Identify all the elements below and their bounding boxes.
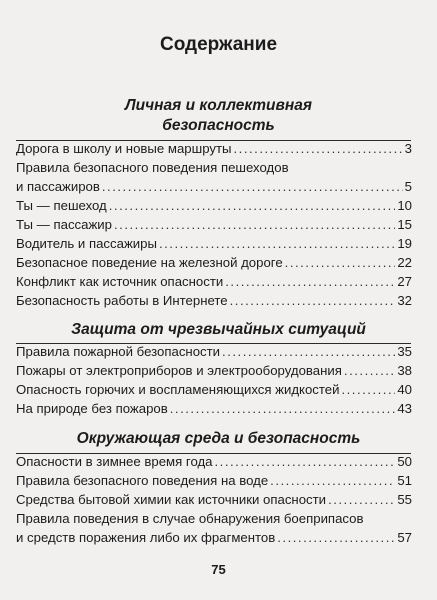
toc-entry[interactable] bbox=[16, 342, 412, 361]
toc-entry[interactable] bbox=[16, 196, 412, 215]
dot-leader bbox=[341, 380, 395, 399]
dot-leader bbox=[328, 490, 395, 509]
toc-entry-page: 43 bbox=[397, 401, 412, 416]
toc-entry-title: Водитель и пассажиры bbox=[16, 236, 157, 251]
dot-leader bbox=[159, 234, 395, 253]
toc-entry-title-cont: и средств поражения либо их фрагментов bbox=[16, 530, 276, 545]
toc-entry[interactable] bbox=[16, 528, 412, 547]
toc-entry-title: Правила пожарной безопасности bbox=[16, 344, 221, 359]
page-number: 75 bbox=[211, 562, 226, 577]
toc-entry-page: 40 bbox=[397, 382, 412, 397]
toc-entry[interactable] bbox=[16, 272, 412, 291]
toc-entry-page: 35 bbox=[397, 344, 412, 359]
toc-entry[interactable] bbox=[16, 380, 412, 399]
toc-entry-line1[interactable] bbox=[16, 158, 412, 177]
toc-entry-title: Правила поведения в случае обнаружения боеприпасов bbox=[16, 511, 364, 526]
dot-leader bbox=[215, 452, 396, 471]
toc-entry[interactable] bbox=[16, 215, 412, 234]
section-heading-line: Окружающая среда и безопасность bbox=[76, 430, 361, 447]
dot-leader bbox=[277, 528, 395, 547]
toc-entry-page: 3 bbox=[404, 141, 412, 156]
section-heading-line: безопасность bbox=[162, 117, 275, 134]
dot-leader bbox=[344, 361, 395, 380]
section-heading-emergencies bbox=[0, 320, 437, 340]
dot-leader bbox=[114, 215, 395, 234]
dot-leader bbox=[170, 399, 396, 418]
section-heading-line: Личная и коллективная bbox=[125, 97, 312, 114]
toc-entry-page: 27 bbox=[397, 274, 412, 289]
toc-entry-page: 22 bbox=[397, 255, 412, 270]
toc-entry-title: На природе без пожаров bbox=[16, 401, 168, 416]
toc-entry[interactable] bbox=[16, 139, 412, 158]
dot-leader bbox=[109, 196, 396, 215]
toc-entry-page: 55 bbox=[397, 492, 412, 507]
page-title: Содержание bbox=[159, 34, 278, 55]
toc-entry-page: 50 bbox=[397, 454, 412, 469]
toc-entry-title: Конфликт как источник опасности bbox=[16, 274, 224, 289]
toc-entry[interactable] bbox=[16, 177, 412, 196]
dot-leader bbox=[285, 253, 396, 272]
section-heading-personal-safety bbox=[0, 96, 437, 136]
section-heading-line: Защита от чрезвычайных ситуаций bbox=[71, 321, 366, 338]
toc-entry-line1[interactable] bbox=[16, 509, 412, 528]
toc-entry-title-cont: и пассажиров bbox=[16, 179, 100, 194]
toc-entry-page: 57 bbox=[397, 530, 412, 545]
toc-entry-title: Правила безопасного поведения пешеходов bbox=[16, 160, 289, 175]
section-heading-environment bbox=[0, 429, 437, 449]
dot-leader bbox=[102, 177, 403, 196]
dot-leader bbox=[270, 471, 395, 490]
toc-entry[interactable] bbox=[16, 234, 412, 253]
toc-entry[interactable] bbox=[16, 471, 412, 490]
toc-entry-page: 19 bbox=[397, 236, 412, 251]
toc-entry-page: 5 bbox=[404, 179, 412, 194]
toc-entry[interactable] bbox=[16, 291, 412, 310]
dot-leader bbox=[230, 291, 396, 310]
toc-entry-page: 38 bbox=[397, 363, 412, 378]
dot-leader bbox=[222, 342, 395, 361]
dot-leader bbox=[234, 139, 403, 158]
toc-entry[interactable] bbox=[16, 253, 412, 272]
toc-entry[interactable] bbox=[16, 361, 412, 380]
toc-entry-page: 15 bbox=[397, 217, 412, 232]
dot-leader bbox=[225, 272, 395, 291]
toc-entry-title: Опасности в зимнее время года bbox=[16, 454, 213, 469]
toc-entry-title: Правила безопасного поведения на воде bbox=[16, 473, 269, 488]
toc-entry[interactable] bbox=[16, 399, 412, 418]
toc-entry-title: Опасность горючих и воспламеняющихся жидкостей bbox=[16, 382, 340, 397]
toc-entry-title: Дорога в школу и новые маршруты bbox=[16, 141, 232, 156]
toc-entry[interactable] bbox=[16, 452, 412, 471]
toc-entry-title: Ты — пешеход bbox=[16, 198, 107, 213]
toc-entry[interactable] bbox=[16, 490, 412, 509]
toc-entry-title: Средства бытовой химии как источники опасности bbox=[16, 492, 327, 507]
toc-entry-title: Пожары от электроприборов и электрооборудования bbox=[16, 363, 342, 378]
toc-entry-page: 32 bbox=[397, 293, 412, 308]
toc-entry-title: Безопасное поведение на железной дороге bbox=[16, 255, 283, 270]
toc-entry-title: Ты — пассажир bbox=[16, 217, 112, 232]
toc-entry-page: 10 bbox=[397, 198, 412, 213]
toc-entry-title: Безопасность работы в Интернете bbox=[16, 293, 228, 308]
toc-entry-page: 51 bbox=[397, 473, 412, 488]
